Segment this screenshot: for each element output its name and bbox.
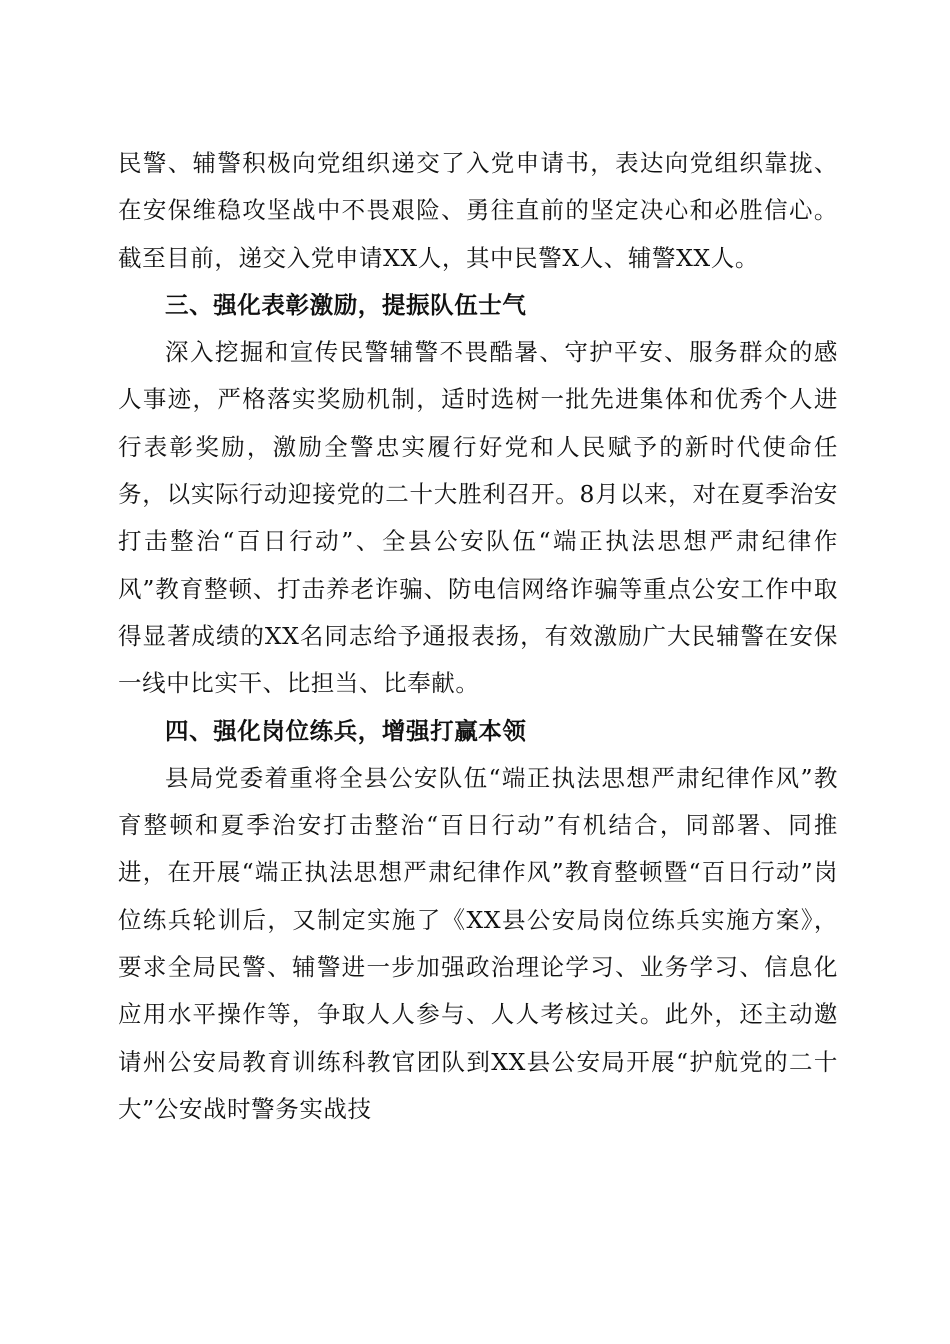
section-4-heading: 四、强化岗位练兵，增强打赢本领 [165,716,527,745]
document-body [118,140,838,1133]
section-4-body: 县局党委着重将全县公安队伍“端正执法思想严肃纪律作风”教育整顿和夏季治安打击整治“百日行动”有机结合，同部署、同推进，在开展“端正执法思想严肃纪律作风”教育整顿暨“百日行动”岗位练兵轮训后，又制定实施了《XX县公安局岗位练兵实施方案》，要求全局民警、辅警进一步加强政治理论学习、业务学习、信息化应用水平操作等，争取人人参与、人人考核过关。此外，还主动邀请州公安局教育训练科教官团队到XX县公安局开展“护航党的二十大”公安战时警务实战技 [118,763,838,1123]
section-3-heading: 三、强化表彰激励，提振队伍士气 [165,290,527,319]
section-3-body: 深入挖掘和宣传民警辅警不畏酷暑、守护平安、服务群众的感人事迹，严格落实奖励机制，适时选树一批先进集体和优秀个人进行表彰奖励，激励全警忠实履行好党和人民赋予的新时代使命任务，以实际行动迎接党的二十大胜利召开。8月以来，对在夏季治安打击整治“百日行动”、全县公安队伍“端正执法思想严肃纪律作风”教育整顿、打击养老诈骗、防电信网络诈骗等重点公安工作中取得显著成绩的XX名同志给予通报表扬，有效激励广大民辅警在安保一线中比实干、比担当、比奉献。 [118,338,838,698]
paragraph-continued: 民警、辅警积极向党组织递交了入党申请书，表达向党组织靠拢、在安保维稳攻坚战中不畏艰险、勇往直前的坚定决心和必胜信心。截至目前，递交入党申请XX人，其中民警X人、辅警XX人。 [118,149,838,272]
